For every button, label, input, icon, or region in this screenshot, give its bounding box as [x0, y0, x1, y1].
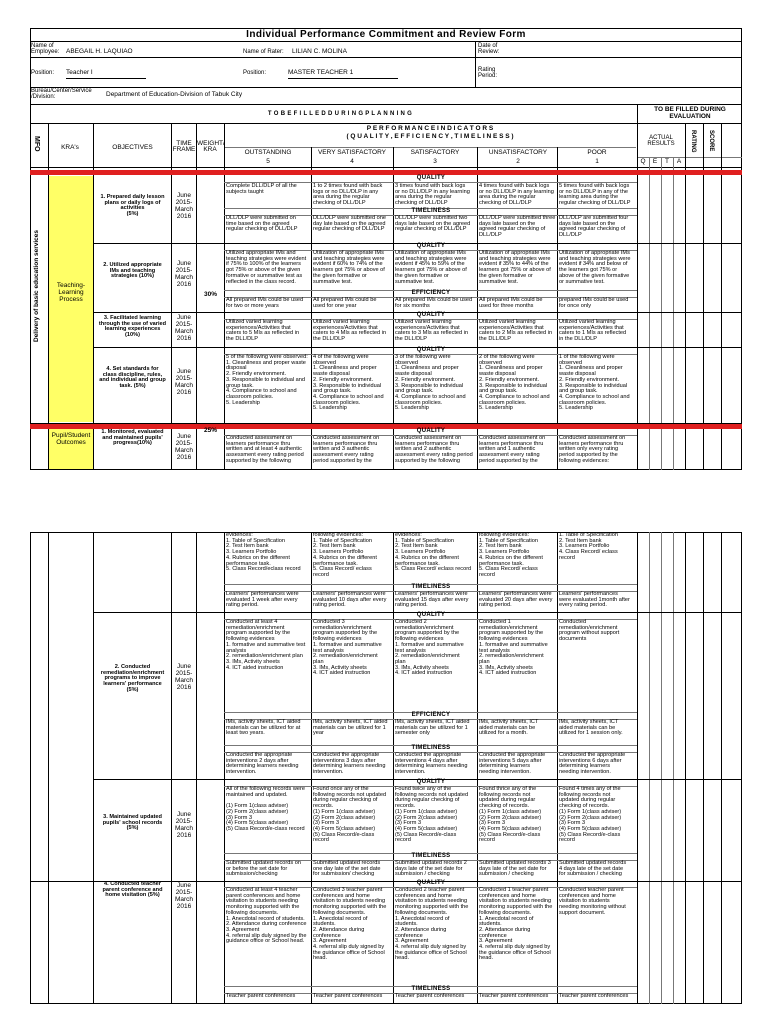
obj1-quality-3: 3 times found with back logs or no DLL/DLP in any learning area during the regular checking of DLL/DLP [395, 183, 470, 207]
p2-obj4-quality-2: Conducted 1 teacher parent conferences and home visitation to students needing monitoring supported with the following documents. 1. Anecdotal record of students. 2. Attendance during conference 3. Agreement 4. referral slip duly signed by the guidance office of School head. [479, 887, 553, 962]
p2-obj2-eff-2: IMs, activity sheets, ICT aided materials can be utilized for a month. [479, 719, 539, 737]
obj2-quality-5: Utilized appropriate IMs and teaching strategies were evident if 75% to 100% of the learners got 75% or above of the given formative or summative test as reflected in the class record. [226, 250, 307, 285]
time-frame-3: June 2015- March 2016 [174, 314, 194, 342]
col-satisfactory-n: 3 [433, 158, 437, 165]
p2-obj2-eff-4: IMs, activity sheets, ICT aided materials can be utilized for 1 year [313, 719, 388, 737]
col-unsatisfactory-n: 2 [516, 158, 520, 165]
position-value: Teacher I [66, 70, 146, 79]
obj4-quality-5: 5 of the following were observed: 1. Cleanliness and proper waste disposal 2. Friendly environment. 3. Responsible to individual and group task. 4. Compliance to school and classroom policies. 5. Leadership [226, 354, 308, 406]
col-mfo: MFO [33, 136, 40, 152]
p2-obj3-time-1: Submitted updated records 4 days late of the set date for submission / checking [559, 860, 627, 878]
p2-time-frame-3: June 2015- March 2016 [174, 811, 194, 839]
p2-obj3-quality-4: Found once any of the following records not updated during regular checking of records. (1) Form 1(class adviser) (2) Form 2(class adviser) (3) Form 3 (4) Form 5(class adviser) (5) Class Record/e-class record [313, 786, 387, 844]
label-efficiency-p2: EFFICIENCY [411, 712, 451, 718]
obj1-quality-1: 5 times found with back logs or no DLL/DLP in any of the learning area during the regular checking of DLL/DLP [559, 183, 631, 207]
rater-name-label: Name of Rater: [243, 49, 284, 55]
label-quality-4: QUALITY [416, 347, 446, 353]
eval-time-3: Learners' performances were evaluated 15 days after every rating period. [395, 591, 469, 609]
col-poor-n: 1 [595, 158, 599, 165]
kra-weight-30: 30% [203, 291, 217, 298]
col-e: E [652, 158, 658, 165]
p2-objective-3: 3. Maintained updated pupils' school records (5%) [102, 814, 163, 832]
evidence-5: evidences: 1. Table of Specification 2. Test Item bank 3. Learners Portfolio 4. Rubrics on the different performance task. 5. Class Record/eclass record [226, 532, 301, 573]
bureau-value: Department of Education-Division of Tabuk City [106, 91, 243, 98]
label-quality-p2c: QUALITY [416, 880, 446, 886]
obj2-eff-3: All prepared IMs could be used for six months [395, 297, 473, 309]
p2-obj4-time-2: Teacher parent conferences [479, 993, 549, 999]
col-poor: POOR [587, 149, 607, 156]
planning-banner: T O B E F I L L E D D U R I N G P L A N N I N G [267, 111, 413, 117]
kra-teaching-learning: Teaching- Learning Process [56, 282, 86, 303]
col-kras: KRA's [61, 144, 79, 151]
eval-time-1: Learners' performances were evaluated 1month after every rating period. [559, 591, 630, 609]
p2-obj3-time-3: Submitted updated records 2 days late of the set date for submission / checking [395, 860, 467, 878]
p2-obj3-quality-3: Found twice any of the following records not updated during regular checking of records. (1) Form 1(class adviser) (2) Form 2(class adviser) (3) Form 3 (4) Form 5(class adviser) (5) Class Record/e-class record [395, 786, 469, 844]
obj4-quality-4: 4 of the following were observed 1. Cleanliness and proper waste disposal 2. Friendly environment. 3. Responsible to individual and group task. 4. Compliance to school and classroom policies. 5. Leadership [313, 354, 384, 412]
p2-obj2-quality-1: Conducted remediation/enrichment program without support documents [559, 619, 620, 643]
p2-obj4-quality-4: Conducted 3 teacher parent conferences and home visitation to students needing monitoring supported with the following documents. 1. Anecdotal record of students. 2. Attendance during conference 3. Agreement 4. referral slip duly signed by the guidance office of School head. [313, 887, 387, 962]
obj1-quality-4: 1 to 2 times found with back logs or no DLL/DLP in any area during the regular checking of DLL/DLP [313, 183, 383, 207]
s2-quality-5: Conducted assessment on learners performance thru written and at least 4 authentic assessment every rating period supported by the following [226, 435, 304, 464]
p2-obj2-time-2: Conducted the appropriate interventions 5 days after determining learners needing intervention. [479, 752, 546, 776]
label-efficiency-1: EFFICIENCY [411, 290, 451, 296]
obj2-eff-4: All prepared IMs could be used for one year [313, 297, 377, 309]
eval-time-4: Learners' performances were evaluated 10 days after every rating period. [313, 591, 387, 609]
col-t: T [665, 158, 669, 165]
obj4-quality-1: 1 of the following were observed 1. Cleanliness and proper waste disposal 2. Friendly environment. 3. Responsible to individual and group task. 4. Compliance to school and classroom policies. 5. Leadership [559, 354, 630, 412]
obj1-time-1: DLL/DLP are submitted four days late based on the agreed regular checking of DLL/DLP [559, 215, 629, 239]
label-quality-s2: QUALITY [416, 428, 446, 434]
col-weight: WEIGHT/ KRA [197, 140, 225, 154]
p2-obj2-quality-4: Conducted 3 remediation/enrichment program supported by the following evidences 1. formative and summative test analysis 2. remediation/enrichment plan 3. IMs, Activity sheets 4. ICT aided instruction [313, 619, 382, 677]
p2-obj3-time-2: Submitted updated records 3 days late of the set date for submission / checking [479, 860, 551, 878]
p2-obj2-quality-3: Conducted 2 remediation/enrichment program supported by the following evidences 1. formative and summative test analysis 2. remediation/enrichment plan 3. IMs, Activity sheets 4. ICT aided instruction [395, 619, 464, 677]
eval-time-2: Learners' performances were evaluated 20 days after every rating period. [479, 591, 553, 609]
obj2-quality-3: Utilization of appropriate IMs and teaching strategies were evident if 45% to 59% of the learners got 75% or above of the given formative or summative test. [395, 250, 467, 285]
obj3-quality-5: Utilized varied learning experiences/Activities that caters to 5 MIs as reflected in the DLL/DLP [226, 319, 300, 343]
col-rating: RATING [690, 130, 696, 153]
evidence-4: following evidences: 1. Table of Specification 2. Test Item bank 3. Learners Portfolio 4. Rubrics on the different performance task. 5. Class Record/ eclass record [313, 532, 377, 578]
col-very-satisfactory-n: 4 [350, 158, 354, 165]
obj1-time-4: DLL/DLP were submitted one day late based on the agreed regular checking of DLL/DLP [313, 215, 386, 233]
p2-obj2-time-5: Conducted the appropriate interventions 2 days after determining learners needing intervention. [226, 752, 299, 776]
form-title: Individual Performance Commitment and Review Form [246, 29, 526, 40]
s2-quality-1: Conducted assessment on learners performance thru written only every rating period supported by the following evidences: [559, 435, 626, 464]
obj2-eff-5: All prepared IMs could be used for two or more years [226, 297, 304, 309]
objective-3: 3. Facilitated learning through the use of varied learning experiences (10%) [98, 315, 167, 339]
evaluation-banner: TO BE FILLED DURING EVALUATION [654, 106, 726, 120]
position-label: Position: [31, 70, 55, 76]
rater-position-label: Position: [243, 70, 267, 76]
label-timeliness-p2c: TIMELINESS [411, 853, 451, 859]
p2-obj4-quality-5: Conducted at least 4 teacher parent conferences and home visitation to students needing monitoring supported with the following documents. 1. Anecdotal record of students. 2. Attendance during conference 3. Agreement 4. referral slip duly signed by the guidance office or School head. [226, 887, 307, 945]
col-outstanding: OUTSTANDING [244, 149, 292, 156]
p2-obj3-quality-1: Found 4 times any of the following records not updated during regular checking of records. (1) Form 1(class adviser) (2) Form 2(class adviser) (3) Form 3 (4) Form 5(class adviser) (5) Class Record/e-class record [559, 786, 622, 844]
p2-obj2-eff-5: IMs, activity sheets, ICT aided materials can be utilized for at least two years. [226, 719, 301, 737]
col-q: Q [640, 158, 646, 165]
p2-objective-2: 2. Conducted remediation/enrichment programs to improve learners' performance (5%) [100, 664, 165, 693]
rater-position-value: MASTER TEACHER 1 [288, 70, 398, 79]
p2-obj3-time-4: Submitted updated records one day late of the set date for submission/ checking [313, 860, 381, 878]
col-outstanding-n: 5 [266, 158, 270, 165]
obj3-quality-3: Utilized varied learning experiences/Activities that caters to 3 MIs as reflected in the DLL/DLP [395, 319, 469, 343]
s2-quality-3: Conducted assessment on learners performance thru written and 2 authentic assessment every rating period supported by the following [395, 435, 473, 464]
section2-time-frame: June 2015- March 2016 [174, 433, 194, 461]
label-timeliness-p2a: TIMELINESS [411, 584, 451, 590]
p2-obj4-quality-3: Conducted 2 teacher parent conferences and home visitation to students needing monitoring supported with the following documents. 1. Anecdotal record of students. 2. Attendance during conference 3. Agreement 4. referral slip duly signed by the guidance office of School head. [395, 887, 469, 962]
obj4-quality-2: 2 of the following were observed 1. Cleanliness and proper waste disposal 2. Friendly environment. 3. Responsible to individual and group task. 4. Compliance to school and classroom policies. 5. Leadership [479, 354, 550, 412]
time-frame-2: June 2015- March 2016 [174, 260, 194, 288]
p2-obj2-time-3: Conducted the appropriate interventions 4 days after determining learners needing intervention. [395, 752, 468, 776]
obj3-quality-2: Utilized varied learning experiences/Activities that caters to 2 MIs as reflected in the DLL/DLP [479, 319, 553, 343]
label-timeliness-p2d: TIMELINESS [411, 986, 451, 992]
kra-pupil-outcomes: Pupil/Student Outcomes [51, 432, 91, 446]
p2-obj3-quality-2: Found thrice any of the following records not updated during regular checking of records. (1) Form 1(class adviser) (2) Form 2(class adviser) (3) Form 3 (4) Form 5(class adviser) (5) Class Record/e-class record [479, 786, 542, 844]
time-frame-1: June 2015- March 2016 [174, 192, 194, 220]
section2-objective-1: 1. Monitored, evaluated and maintained pupils' progress(10%) [101, 429, 164, 447]
bureau-label: Bureau/Center/Service /Division: [31, 88, 92, 101]
col-unsatisfactory: UNSATISFACTORY [488, 149, 548, 156]
s2-quality-4: Conducted assessment on learners performance thru written and 3 authentic assessment every rating period supported by the [313, 435, 380, 464]
col-very-satisfactory: VERY SATISFACTORY [317, 149, 387, 156]
eval-time-5: Learners' performances were evaluated 1 week after every rating period. [226, 591, 299, 609]
p2-obj2-eff-3: IMs, activity sheets, ICT aided materials can be utilized for 1 semester only [395, 719, 470, 737]
p2-obj3-quality-5: All of the following records were maintained and updated. (1) Form 1(class adviser) (2) Form 2(class adviser) (3) Form 3 (4) Form 5(class adviser) (5) Class Record/e-class record [226, 786, 305, 832]
obj2-eff-2: All prepared IMs could be used for three months [479, 297, 543, 309]
objective-2: 2. Utilized appropriate IMs and teaching strategies (10%) [103, 262, 162, 280]
obj3-quality-4: Utilized varied learning experiences/Activities that caters to 4 MIs as reflected in the DLL/DLP [313, 319, 387, 343]
obj2-quality-4: Utilization of appropriate IMs and teaching strategies were evident if 60% to 74% of the learners got 75% or above of the given formative or summative test. [313, 250, 385, 285]
obj2-quality-2: Utilization of appropriate IMs and teaching strategies were evident if 35% to 44% of the learners got 75% or above of the given formative or summative test. [479, 250, 551, 285]
s2-quality-2: Conducted assessment on learners performance thru written and 1 authentic assessment every rating period supported by the [479, 435, 546, 464]
p2-obj4-quality-1: Conducted teacher parent conferences and home visitation to students needing monitoring without support document. [559, 887, 626, 916]
employee-name-label: Name of Employee: [31, 43, 60, 56]
obj4-quality-3: 3 of the following were observed 1. Cleanliness and proper waste disposal 2. Friendly environment. 3. Responsible to individual and group task. 4. Compliance to school and classroom policies. 5. Leadership [395, 354, 466, 412]
p2-objective-4: 4. Conducted teacher parent conference and home visitation (5%) [102, 881, 163, 899]
obj1-time-3: DLL/DLP were submitted two days late based on the agreed regular checking of DLL/DLP [395, 215, 471, 233]
col-a: A [676, 158, 682, 165]
p2-obj2-time-1: Conducted the appropriate interventions 6 days after determining learners needing intervention. [559, 752, 626, 776]
p2-obj2-time-4: Conducted the appropriate interventions 3 days after determining learners needing intervention. [313, 752, 386, 776]
p2-obj2-eff-1: IMs, activity sheets, ICT aided materials can be utilized for 1 session only. [559, 719, 623, 737]
p2-obj2-quality-5: Conducted at least 4 remediation/enrichment program supported by the following evidences 1. formative and summative test analysis 2. remediation/enrichment plan 3. IMs, Activity sheets 4. ICT aided instruction [226, 619, 306, 671]
label-timeliness-1: TIMELINESS [411, 208, 451, 214]
col-actual-results: ACTUAL RESULTS [647, 135, 675, 148]
label-quality-2: QUALITY [416, 243, 446, 249]
objective-1: 1. Prepared daily lesson plans or daily logs of activities (5%) [100, 194, 165, 218]
rating-period-label: Rating Period: [478, 67, 498, 80]
employee-name-value: ABEGAIL H. LAQUIAO [66, 49, 186, 58]
p2-time-frame-2: June 2015- March 2016 [174, 663, 194, 691]
label-quality-3: QUALITY [416, 312, 446, 318]
section2-weight: 25% [203, 427, 217, 434]
label-timeliness-p2b: TIMELINESS [411, 745, 451, 751]
col-objectives: OBJECTIVES [112, 144, 153, 151]
time-frame-4: June 2015- March 2016 [174, 368, 194, 396]
p2-obj4-time-1: Teacher parent conferences [559, 993, 629, 999]
p2-obj2-quality-2: Conducted 1 remediation/enrichment program supported by the following evidences 1. formative and summative test analysis 2. remediation/enrichment plan 3. IMs, Activity sheets 4. ICT aided instruction [479, 619, 548, 677]
date-of-review-label: Date of Review: [478, 43, 500, 56]
obj3-quality-1: Utilized varied learning experiences/Activities that caters to 1 MIs as reflected in the DLL/DLP [559, 319, 627, 343]
indicators-title: P E R F O R M A N C E I N D I C A T O R S [366, 125, 494, 132]
p2-obj4-time-3: Teacher parent conferences [395, 993, 465, 999]
obj1-quality-5: Complete DLL/DLP of all the subjects taught [226, 183, 297, 195]
obj1-time-5: DLL/DLP were submitted on time based on the agreed regular checking of DLL/DLP [226, 215, 298, 233]
rater-name-value: LILIAN C. MOLINA [292, 49, 402, 58]
obj1-time-2: DLL/DLP were submitted three days late based on the agreed regular checking of DLL/DLP [479, 215, 556, 239]
label-quality-p2a: QUALITY [416, 612, 446, 618]
evidence-3: evidences: 1. Table of Specification 2. Test Item bank 3. Learners Portfolio 4. Rubrics on the different performance task. 5. Class Record/ eclass record [395, 532, 472, 573]
label-quality-p2b: QUALITY [416, 779, 446, 785]
p2-obj3-time-5: Submitted updated records on or before the set date for submission/checking [226, 860, 301, 878]
evidence-2: following evidences: 1. Table of Specification 2. Test Item bank 3. Learners Portfolio 4. Rubrics on the different performance task. 5. Class Record/ eclass record [479, 532, 543, 578]
col-time-frame: TIME FRAME [172, 140, 196, 154]
mfo-basic-education: Delivery of basic education services [33, 230, 40, 342]
obj2-quality-1: Utilization of appropriate IMs and teaching strategies were evident if 34% and below of the learners got 75% or above of the given formative or summative test. [559, 250, 631, 285]
objective-4: 4. Set standards for class discipline, rules, and individual and group task. (5%) [99, 366, 166, 390]
col-score: SCORE [708, 130, 714, 152]
evidence-1: 1. Table of Specification 2. Test Item bank 3. Learners Portfolio 4. Class Record/ eclass record [559, 532, 618, 561]
p2-time-frame-4: June 2015- March 2016 [174, 882, 194, 910]
p2-obj4-time-5: Teacher parent conferences [226, 993, 296, 999]
label-quality-1: QUALITY [416, 175, 446, 181]
obj2-eff-1: prepared IMs could be used for once only [559, 297, 629, 309]
obj1-quality-2: 4 times found with back logs or no DLL/DLP in any learning area during the regular checking of DLL/DLP [479, 183, 554, 207]
col-satisfactory: SATISFACTORY [410, 149, 460, 156]
p2-obj4-time-4: Teacher parent conferences [313, 993, 383, 999]
indicators-subtitle: ( Q U A L I T Y , E F F I C I E N C Y , T I M E L I N E S S ) [346, 133, 514, 140]
